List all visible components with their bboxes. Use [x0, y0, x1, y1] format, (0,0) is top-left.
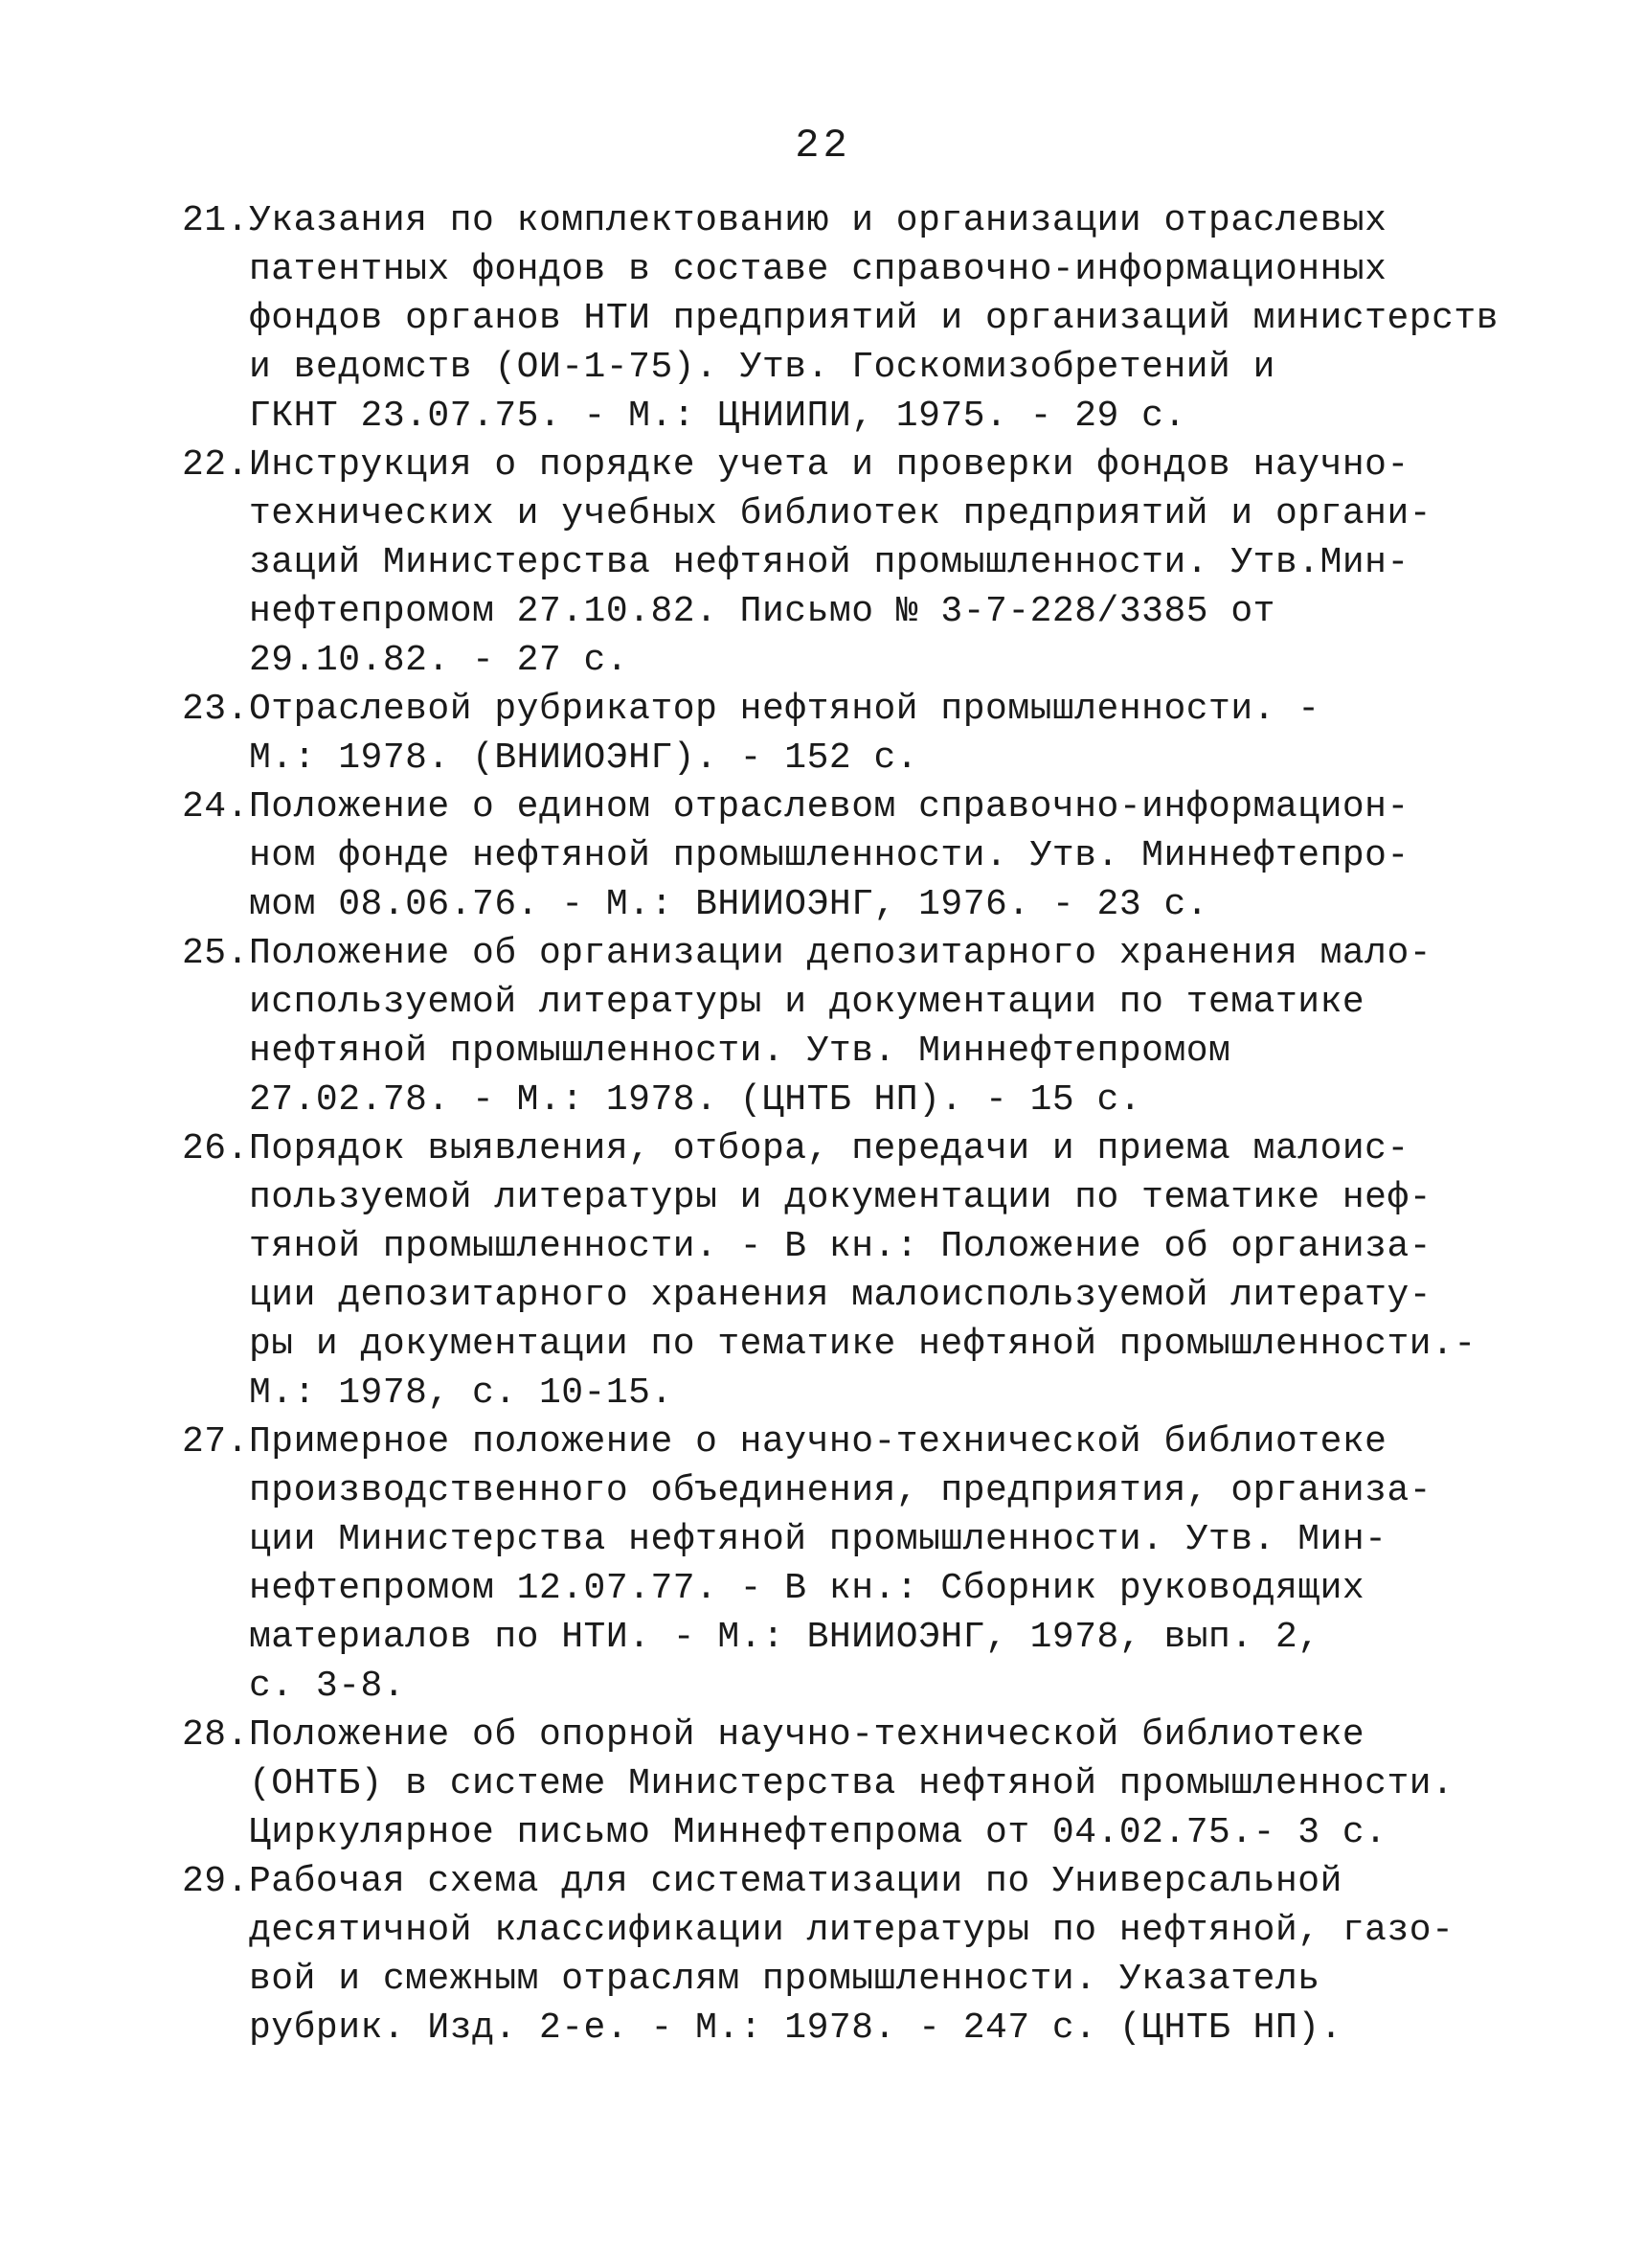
reference-text-line: Положение об опорной научно-технической библиотеке [249, 1714, 1365, 1756]
reference-text-line: М.: 1978, с. 10-15. [249, 1372, 673, 1414]
reference-number: 26. [182, 1128, 249, 1169]
reference-item [182, 685, 1542, 782]
reference-text-line: Циркулярное письмо Миннефтепрома от 04.02.75.- 3 с. [249, 1812, 1387, 1853]
reference-text-line: Положение о едином отраслевом справочно-информацион- [249, 786, 1409, 828]
reference-text-line: 29.10.82. - 27 с. [249, 640, 629, 681]
reference-number: 22. [182, 444, 249, 486]
reference-text-line: производственного объединения, предприятия, организа- [249, 1470, 1432, 1511]
reference-text-line: используемой литературы и документации по тематике [249, 982, 1365, 1023]
reference-item [182, 196, 1542, 441]
reference-item [182, 1711, 1542, 1857]
reference-item [182, 441, 1542, 685]
reference-item [182, 1418, 1542, 1711]
reference-item [182, 782, 1542, 929]
reference-list [182, 196, 1542, 2053]
reference-text-line: Отраслевой рубрикатор нефтяной промышленности. - [249, 689, 1320, 730]
reference-text-line: с. 3-8. [249, 1666, 406, 1707]
reference-text-line: ры и документации по тематике нефтяной промышленности.- [249, 1324, 1477, 1365]
reference-number: 23. [182, 689, 249, 730]
reference-text-line: заций Министерства нефтяной промышленности. Утв.Мин- [249, 542, 1409, 583]
reference-text-line: Положение об организации депозитарного хранения мало- [249, 933, 1432, 974]
reference-item [182, 1124, 1542, 1418]
reference-text-line: технических и учебных библиотек предприятий и органи- [249, 493, 1432, 534]
reference-text-line: вой и смежным отраслям промышленности. Указатель [249, 1959, 1320, 2000]
reference-item [182, 1857, 1542, 2053]
reference-text-line: Указания по комплектованию и организации отраслевых [249, 200, 1387, 241]
reference-number: 21. [182, 200, 249, 241]
reference-text-line: рубрик. Изд. 2-е. - М.: 1978. - 247 с. (ЦНТБ НП). [249, 2007, 1342, 2049]
reference-number: 29. [182, 1861, 249, 1902]
reference-text-line: ном фонде нефтяной промышленности. Утв. Миннефтепро- [249, 835, 1409, 876]
reference-text-line: Примерное положение о научно-технической библиотеке [249, 1421, 1387, 1463]
reference-text-line: ции Министерства нефтяной промышленности. Утв. Мин- [249, 1519, 1387, 1560]
reference-text-line: ции депозитарного хранения малоиспользуемой литерату- [249, 1275, 1432, 1316]
reference-text-line: (ОНТБ) в системе Министерства нефтяной промышленности. [249, 1763, 1454, 1804]
reference-number: 27. [182, 1421, 249, 1463]
reference-text-line: 27.02.78. - М.: 1978. (ЦНТБ НП). - 15 с. [249, 1079, 1142, 1121]
reference-text-line: нефтепромом 27.10.82. Письмо № 3-7-228/3385 от [249, 591, 1275, 632]
reference-text-line: нефтепромом 12.07.77. - В кн.: Сборник руководящих [249, 1568, 1365, 1609]
reference-text-line: десятичной классификации литературы по нефтяной, газо- [249, 1910, 1454, 1951]
page-number: 22 [795, 123, 851, 169]
reference-text-line: М.: 1978. (ВНИИОЭНГ). - 152 с. [249, 737, 919, 779]
reference-number: 24. [182, 786, 249, 828]
reference-text-line: фондов органов НТИ предприятий и организаций министерств [249, 298, 1499, 339]
reference-number: 25. [182, 933, 249, 974]
reference-text-line: мом 08.06.76. - М.: ВНИИОЭНГ, 1976. - 23 с. [249, 884, 1209, 925]
reference-number: 28. [182, 1714, 249, 1756]
reference-item [182, 929, 1542, 1124]
reference-text-line: патентных фондов в составе справочно-информационных [249, 249, 1387, 290]
reference-text-line: материалов по НТИ. - М.: ВНИИОЭНГ, 1978, вып. 2, [249, 1617, 1320, 1658]
reference-text-line: ГКНТ 23.07.75. - М.: ЦНИИПИ, 1975. - 29 с. [249, 396, 1186, 437]
reference-text-line: Порядок выявления, отбора, передачи и приема малоис- [249, 1128, 1409, 1169]
reference-text-line: пользуемой литературы и документации по тематике неф- [249, 1177, 1432, 1218]
reference-text-line: Инструкция о порядке учета и проверки фондов научно- [249, 444, 1409, 486]
reference-text-line: Рабочая схема для систематизации по Универсальной [249, 1861, 1342, 1902]
reference-text-line: нефтяной промышленности. Утв. Миннефтепромом [249, 1031, 1231, 1072]
reference-text-line: и ведомств (ОИ-1-75). Утв. Госкомизобретений и [249, 347, 1275, 388]
reference-text-line: тяной промышленности. - В кн.: Положение об организа- [249, 1226, 1432, 1267]
